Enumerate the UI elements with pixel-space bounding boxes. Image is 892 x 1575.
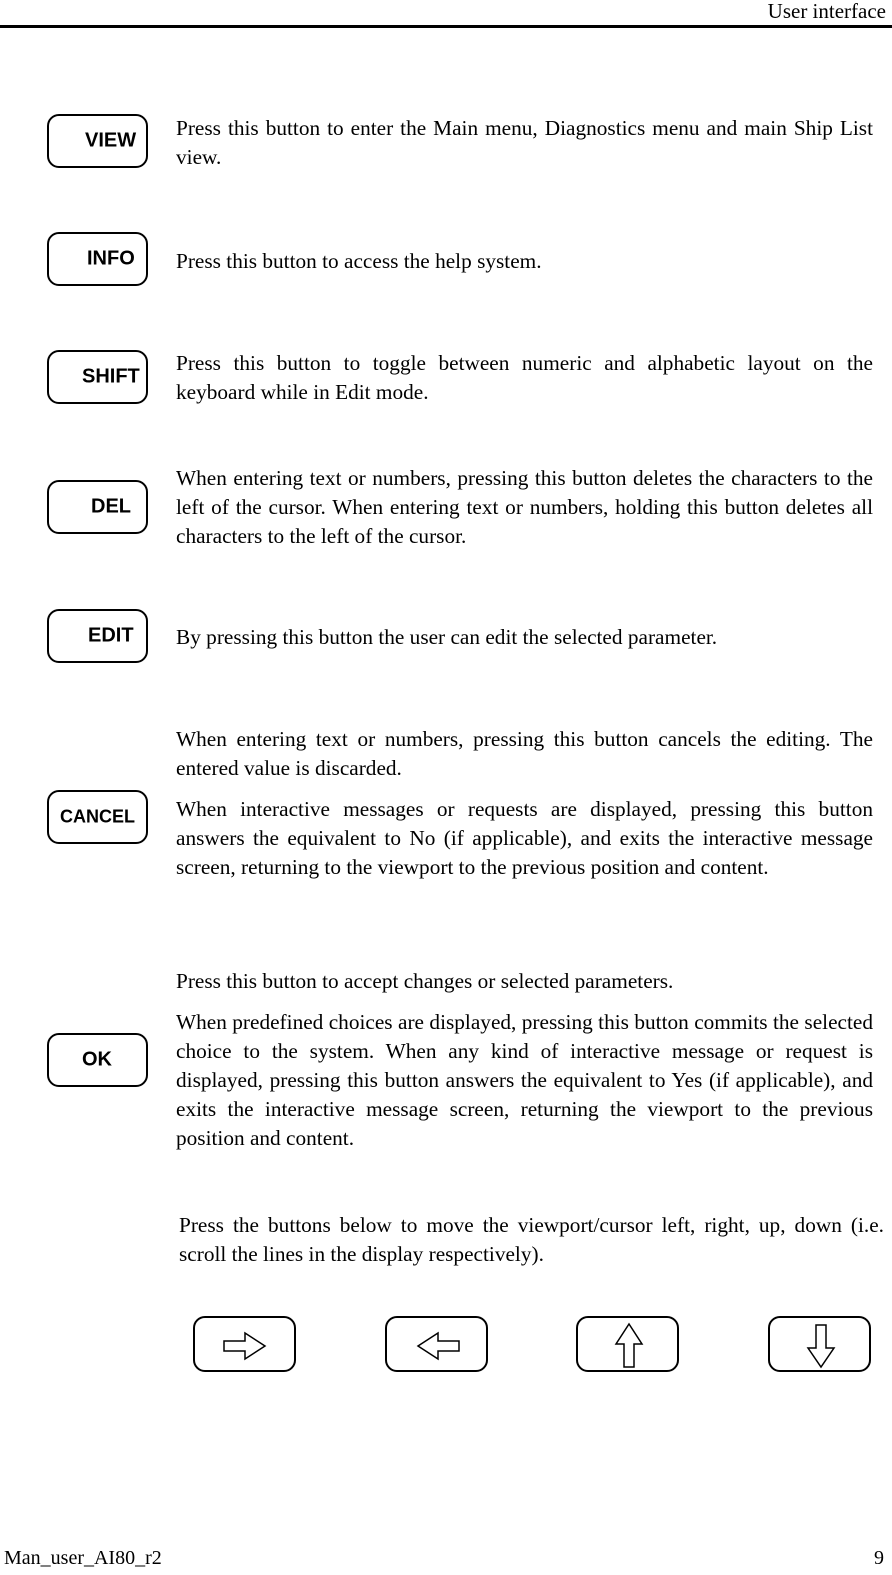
cancel-key (47, 790, 148, 844)
info-description-text: Press this button to access the help system. (176, 249, 542, 273)
view-description (176, 114, 873, 172)
shift-key (47, 350, 148, 404)
shift-description (176, 349, 873, 407)
cancel-description (176, 725, 873, 882)
del-key-label: DEL (91, 495, 131, 518)
down-arrow-key (768, 1316, 871, 1372)
ok-description-text-1: Press this button to accept changes or selected parameters. (176, 969, 674, 993)
page-number: 9 (874, 1547, 884, 1569)
edit-description-text: By pressing this button the user can edit the selected parameter. (176, 625, 718, 649)
running-header: User interface (767, 0, 886, 23)
shift-description-text: Press this button to toggle between numeric and alphabetic layout on the keyboard while in Edit mode. (176, 351, 873, 404)
up-arrow-key (576, 1316, 679, 1372)
cancel-description-text-1: When entering text or numbers, pressing this button cancels the editing. The entered value is discarded. (176, 727, 873, 780)
edit-key (47, 609, 148, 663)
del-key (47, 480, 148, 534)
view-key (47, 114, 148, 168)
header-rule (0, 25, 892, 28)
left-arrow-key (385, 1316, 488, 1372)
view-description-text: Press this button to enter the Main menu, Diagnostics menu and main Ship List view. (176, 116, 873, 169)
view-key-label: VIEW (85, 129, 137, 152)
arrow-keys-description (179, 1211, 884, 1269)
info-key (47, 232, 148, 286)
down-arrow-icon (770, 1318, 873, 1374)
right-arrow-icon (195, 1318, 298, 1374)
edit-key-label: EDIT (88, 624, 134, 647)
ok-key-label: OK (82, 1048, 112, 1071)
ok-description-text-2: When predefined choices are displayed, pressing this button commits the selected choice to the system. When any kind of interactive message or request is displayed, pressing this button answers the equivalent to Yes (if applicable), and exits the interactive message screen, returning the viewport to the previous position and content. (176, 1010, 873, 1150)
info-description (176, 247, 873, 276)
del-description-text: When entering text or numbers, pressing this button deletes the characters to the left of the cursor. When entering text or numbers, holding this button deletes all characters to the left of the cursor. (176, 466, 873, 548)
shift-key-label: SHIFT (82, 365, 140, 388)
footer-doc-id: Man_user_AI80_r2 (4, 1547, 162, 1569)
up-arrow-icon (578, 1318, 681, 1374)
cancel-key-label: CANCEL (60, 806, 135, 827)
del-description (176, 464, 873, 551)
right-arrow-key (193, 1316, 296, 1372)
ok-key (47, 1033, 148, 1087)
edit-description (176, 623, 873, 652)
left-arrow-icon (387, 1318, 490, 1374)
arrow-keys-description-text: Press the buttons below to move the viewport/cursor left, right, up, down (i.e. scroll the lines in the display respectively). (179, 1213, 884, 1266)
info-key-label: INFO (87, 247, 135, 270)
ok-description (176, 967, 873, 1153)
cancel-description-text-2: When interactive messages or requests are displayed, pressing this button answers the equivalent to No (if applicable), and exits the interactive message screen, returning to the viewport to the previous position and content. (176, 797, 873, 879)
